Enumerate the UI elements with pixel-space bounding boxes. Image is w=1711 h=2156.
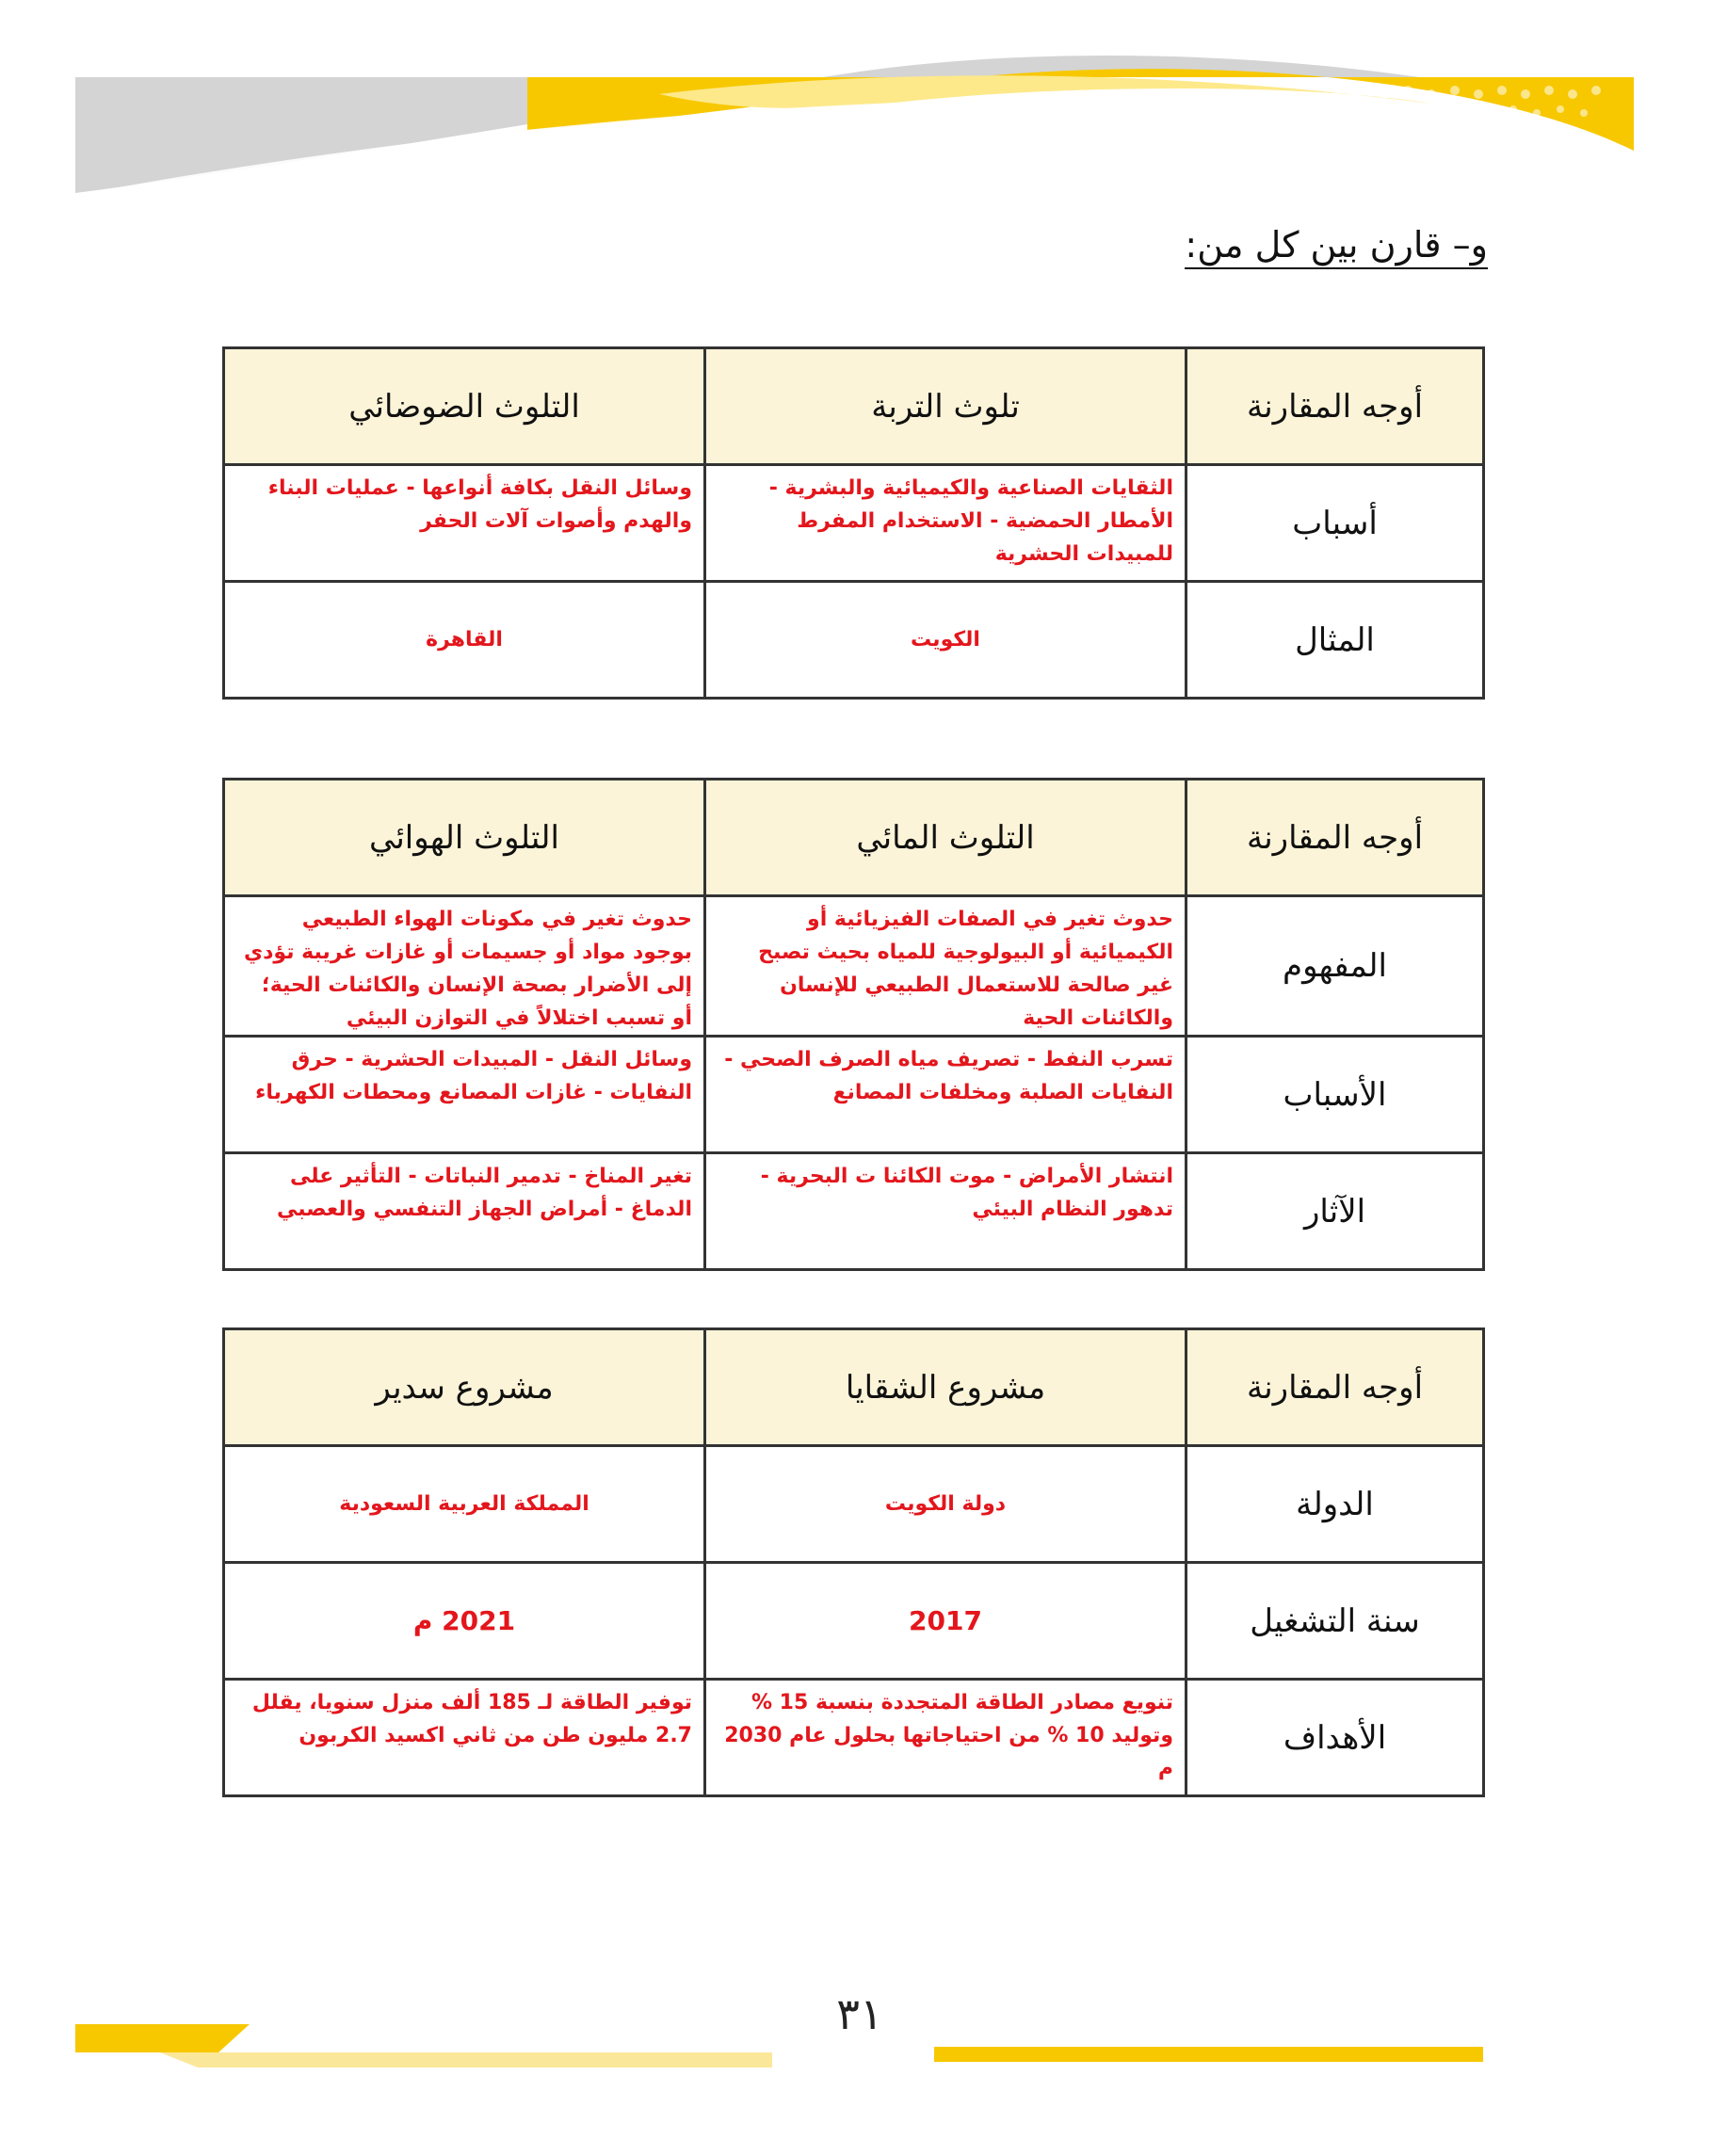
header-comparison-aspects: أوجه المقارنة [1186,780,1484,896]
answer-soil-example: الكويت [705,582,1186,699]
row-label-concept: المفهوم [1186,896,1484,1037]
answer-water-concept: حدوث تغير في الصفات الفيزيائية أو الكيميائية أو البيولوجية للمياه بحيث تصبح غير صالحة للاستعمال الطبيعي للإنسان والكائنات الحية [705,896,1186,1037]
row-label-causes: أسباب [1186,465,1484,582]
answer-sudair-country: المملكة العربية السعودية [224,1446,705,1563]
header-shagaya-project: مشروع الشقايا [705,1329,1186,1446]
header-air-pollution: التلوث الهوائي [224,780,705,896]
answer-air-causes: وسائل النقل - المبيدات الحشرية - حرق النفايات - غازات المصانع ومحطات الكهرباء [224,1037,705,1153]
answer-shagaya-goals: تنويع مصادر الطاقة المتجددة بنسبة 15 % وتوليد 10 % من احتياجاتها بحلول عام 2030 م [705,1680,1186,1796]
comparison-table-energy-projects [222,1327,1485,1797]
header-comparison-aspects: أوجه المقارنة [1186,348,1484,465]
answer-water-causes: تسرب النفط - تصريف مياه الصرف الصحي - النفايات الصلبة ومخلفات المصانع [705,1037,1186,1153]
page-number: ٣١ [836,1988,883,2039]
comparison-table-pollution-soil-noise [222,346,1485,700]
header-noise-pollution: التلوث الضوضائي [224,348,705,465]
header-wave-decoration [0,0,1711,217]
row-label-operation-year: سنة التشغيل [1186,1563,1484,1680]
header-sudair-project: مشروع سدير [224,1329,705,1446]
answer-soil-causes: الثقايات الصناعية والكيميائية والبشرية - الأمطار الحمضية - الاستخدام المفرط للمبيدات الحشرية [705,465,1186,582]
answer-air-concept: حدوث تغير في مكونات الهواء الطبيعي بوجود مواد أو جسيمات أو غازات غريبة تؤدي إلى الأضرار بصحة الإنسان والكائنات الحية؛ أو تسبب اختلالاً في التوازن البيئي [224,896,705,1037]
row-label-goals: الأهداف [1186,1680,1484,1796]
header-soil-pollution: تلوث التربة [705,348,1186,465]
instruction-heading: و– قارن بين كل من: [1036,224,1488,265]
row-label-example: المثال [1186,582,1484,699]
answer-sudair-year: 2021 م [224,1563,705,1680]
answer-sudair-goals: توفير الطاقة لـ 185 ألف منزل سنويا، يقلل 2.7 مليون طن من ثاني اكسيد الكربون [224,1680,705,1796]
comparison-table-water-air [222,778,1485,1271]
row-label-causes: الأسباب [1186,1037,1484,1153]
row-label-country: الدولة [1186,1446,1484,1563]
answer-water-effects: انتشار الأمراض - موت الكائنا ت البحرية - تدهور النظام البيئي [705,1153,1186,1270]
header-water-pollution: التلوث المائي [705,780,1186,896]
answer-air-effects: تغير المناخ - تدمير النباتات - التأثير على الدماغ - أمراض الجهاز التنفسي والعصبي [224,1153,705,1270]
answer-noise-causes: وسائل النقل بكافة أنواعها - عمليات البناء والهدم وأصوات آلات الحفر [224,465,705,582]
row-label-effects: الآثار [1186,1153,1484,1270]
answer-noise-example: القاهرة [224,582,705,699]
answer-shagaya-year: 2017 [705,1563,1186,1680]
answer-shagaya-country: دولة الكويت [705,1446,1186,1563]
header-comparison-aspects: أوجه المقارنة [1186,1329,1484,1446]
